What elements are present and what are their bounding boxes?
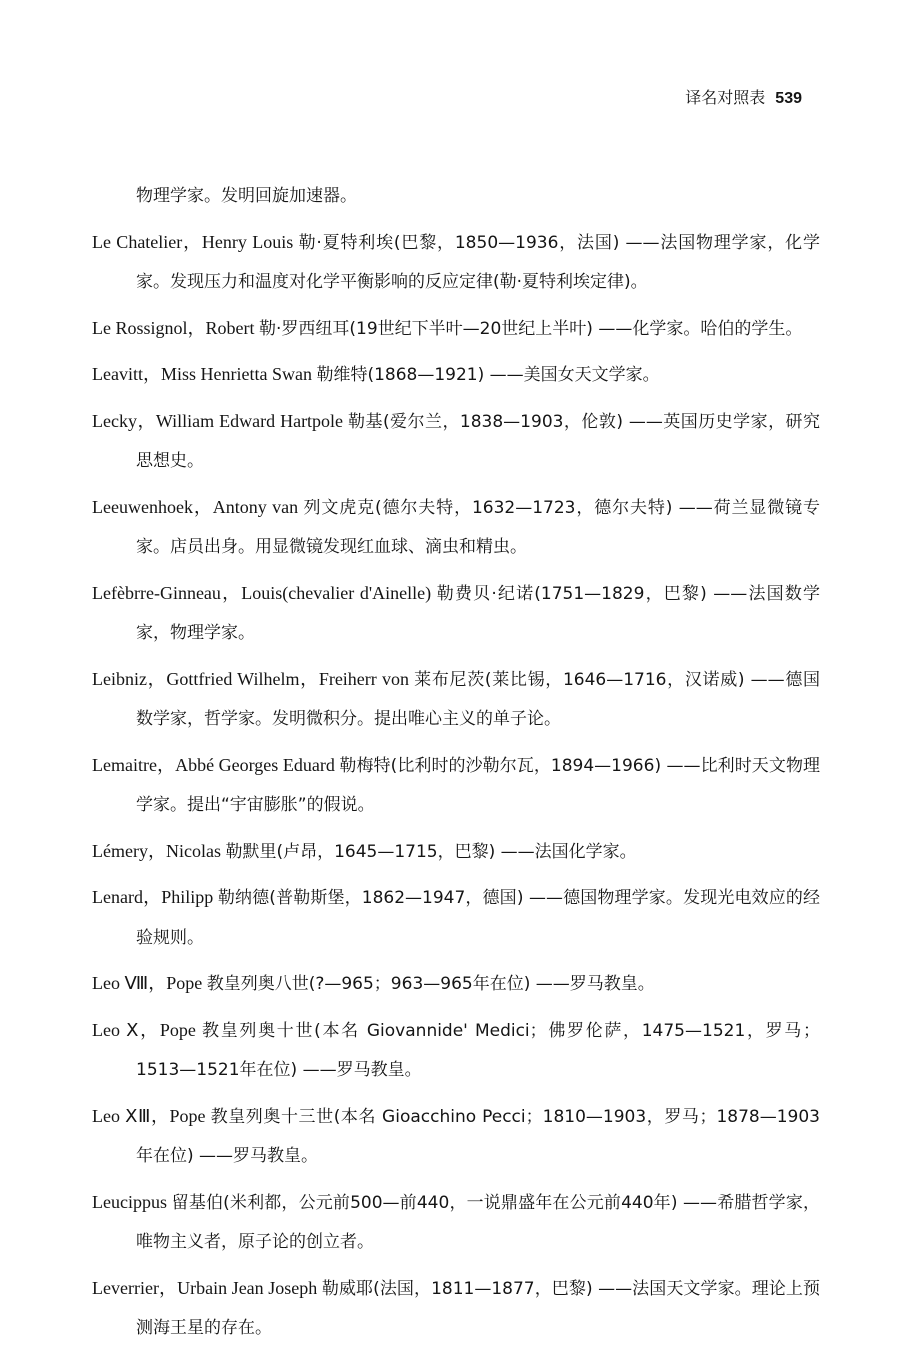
entry-description: 勒纳德(普勒斯堡，1862—1947，德国) ——德国物理学家。发现光电效应的经验规则。 (136, 888, 821, 948)
glossary-entry (92, 1183, 820, 1262)
entry-description: 勒基(爱尔兰，1838—1903，伦敦) ——英国历史学家，研究思想史。 (136, 411, 821, 471)
glossary-entry-continuation (92, 176, 820, 216)
entry-name: Le Chatelier，Henry Louis (92, 231, 294, 252)
glossary-entry (92, 832, 820, 872)
glossary-entry (92, 1097, 820, 1176)
entry-name: Leo ⅩⅢ，Pope (92, 1105, 206, 1126)
glossary-entry (92, 402, 820, 481)
entry-description: 教皇列奥十三世(本名 Gioacchino Pecci；1810—1903，罗马；1878—1903年在位) ——罗马教皇。 (136, 1106, 820, 1166)
entry-name: Le Rossignol，Robert (92, 317, 255, 338)
page-number: 539 (775, 90, 802, 107)
entry-description: 勒·罗西纽耳(19世纪下半叶—20世纪上半叶) ——化学家。哈伯的学生。 (259, 318, 803, 339)
entry-name: Leo Ⅷ，Pope (92, 973, 203, 993)
entry-name: Lefèbrre-Ginneau，Louis(chevalier d'Ainelle) (92, 582, 432, 603)
glossary-entry (92, 1011, 820, 1090)
glossary-entry (92, 660, 820, 739)
entry-description: 勒梅特(比利时的沙勒尔瓦，1894—1966) ——比利时天文物理学家。提出“宇宙膨胀”的假说。 (136, 755, 821, 815)
glossary-entry (92, 878, 820, 957)
entry-description: 教皇列奥八世(?—965；963—965年在位) ——罗马教皇。 (206, 974, 655, 994)
entry-description: 教皇列奥十世(本名 Giovannide' Medici；佛罗伦萨，1475—1521，罗马；1513—1521年在位) ——罗马教皇。 (136, 1020, 820, 1080)
entry-description: 列文虎克(德尔夫特，1632—1723，德尔夫特) ——荷兰显微镜专家。店员出身。用显微镜发现红血球、滴虫和精虫。 (136, 497, 820, 557)
entry-name: Leibniz，Gottfried Wilhelm，Freiherr von (92, 668, 409, 689)
running-head (685, 88, 802, 109)
entry-name: Lecky，William Edward Hartpole (92, 410, 344, 431)
glossary-entry (92, 1269, 820, 1348)
entry-description: 莱布尼茨(莱比锡，1646—1716，汉诺威) ——德国数学家，哲学家。发明微积分。提出唯心主义的单子论。 (136, 669, 820, 729)
entry-description: 物理学家。发明回旋加速器。 (136, 186, 357, 206)
entry-name: Lémery，Nicolas (92, 840, 221, 861)
glossary-entry (92, 309, 820, 349)
glossary-entry (92, 488, 820, 567)
entry-description: 勒威耶(法国，1811—1877，巴黎) ——法国天文学家。理论上预测海王星的存在。 (136, 1278, 821, 1338)
glossary-entry (92, 355, 820, 395)
entry-name: Leo Ⅹ，Pope (92, 1019, 196, 1040)
glossary-entry (92, 574, 820, 653)
entry-description: 勒默里(卢昂，1645—1715，巴黎) ——法国化学家。 (225, 841, 637, 862)
glossary-entry (92, 964, 820, 1004)
glossary-entries (92, 176, 820, 1355)
entry-description: 勒·夏特利埃(巴黎，1850—1936，法国) ——法国物理学家，化学家。发现压力和温度对化学平衡影响的反应定律(勒·夏特利埃定律)。 (136, 232, 820, 292)
glossary-entry (92, 746, 820, 825)
section-title: 译名对照表 (685, 88, 766, 107)
entry-description: 留基伯(米利都，公元前500—前440，一说鼎盛年在公元前440年) ——希腊哲学家，唯物主义者，原子论的创立者。 (136, 1192, 821, 1252)
entry-description: 勒维特(1868—1921) ——美国女天文学家。 (316, 365, 660, 385)
entry-name: Lenard，Philipp (92, 887, 214, 907)
entry-name: Leeuwenhoek，Antony van (92, 496, 299, 517)
entry-description: 勒费贝·纪诺(1751—1829，巴黎) ——法国数学家，物理学家。 (136, 583, 820, 643)
entry-name: Leverrier，Urbain Jean Joseph (92, 1277, 318, 1298)
entry-name: Lemaitre，Abbé Georges Eduard (92, 754, 335, 775)
glossary-entry (92, 223, 820, 302)
entry-name: Leavitt，Miss Henrietta Swan (92, 364, 312, 384)
entry-name: Leucippus (92, 1191, 167, 1212)
